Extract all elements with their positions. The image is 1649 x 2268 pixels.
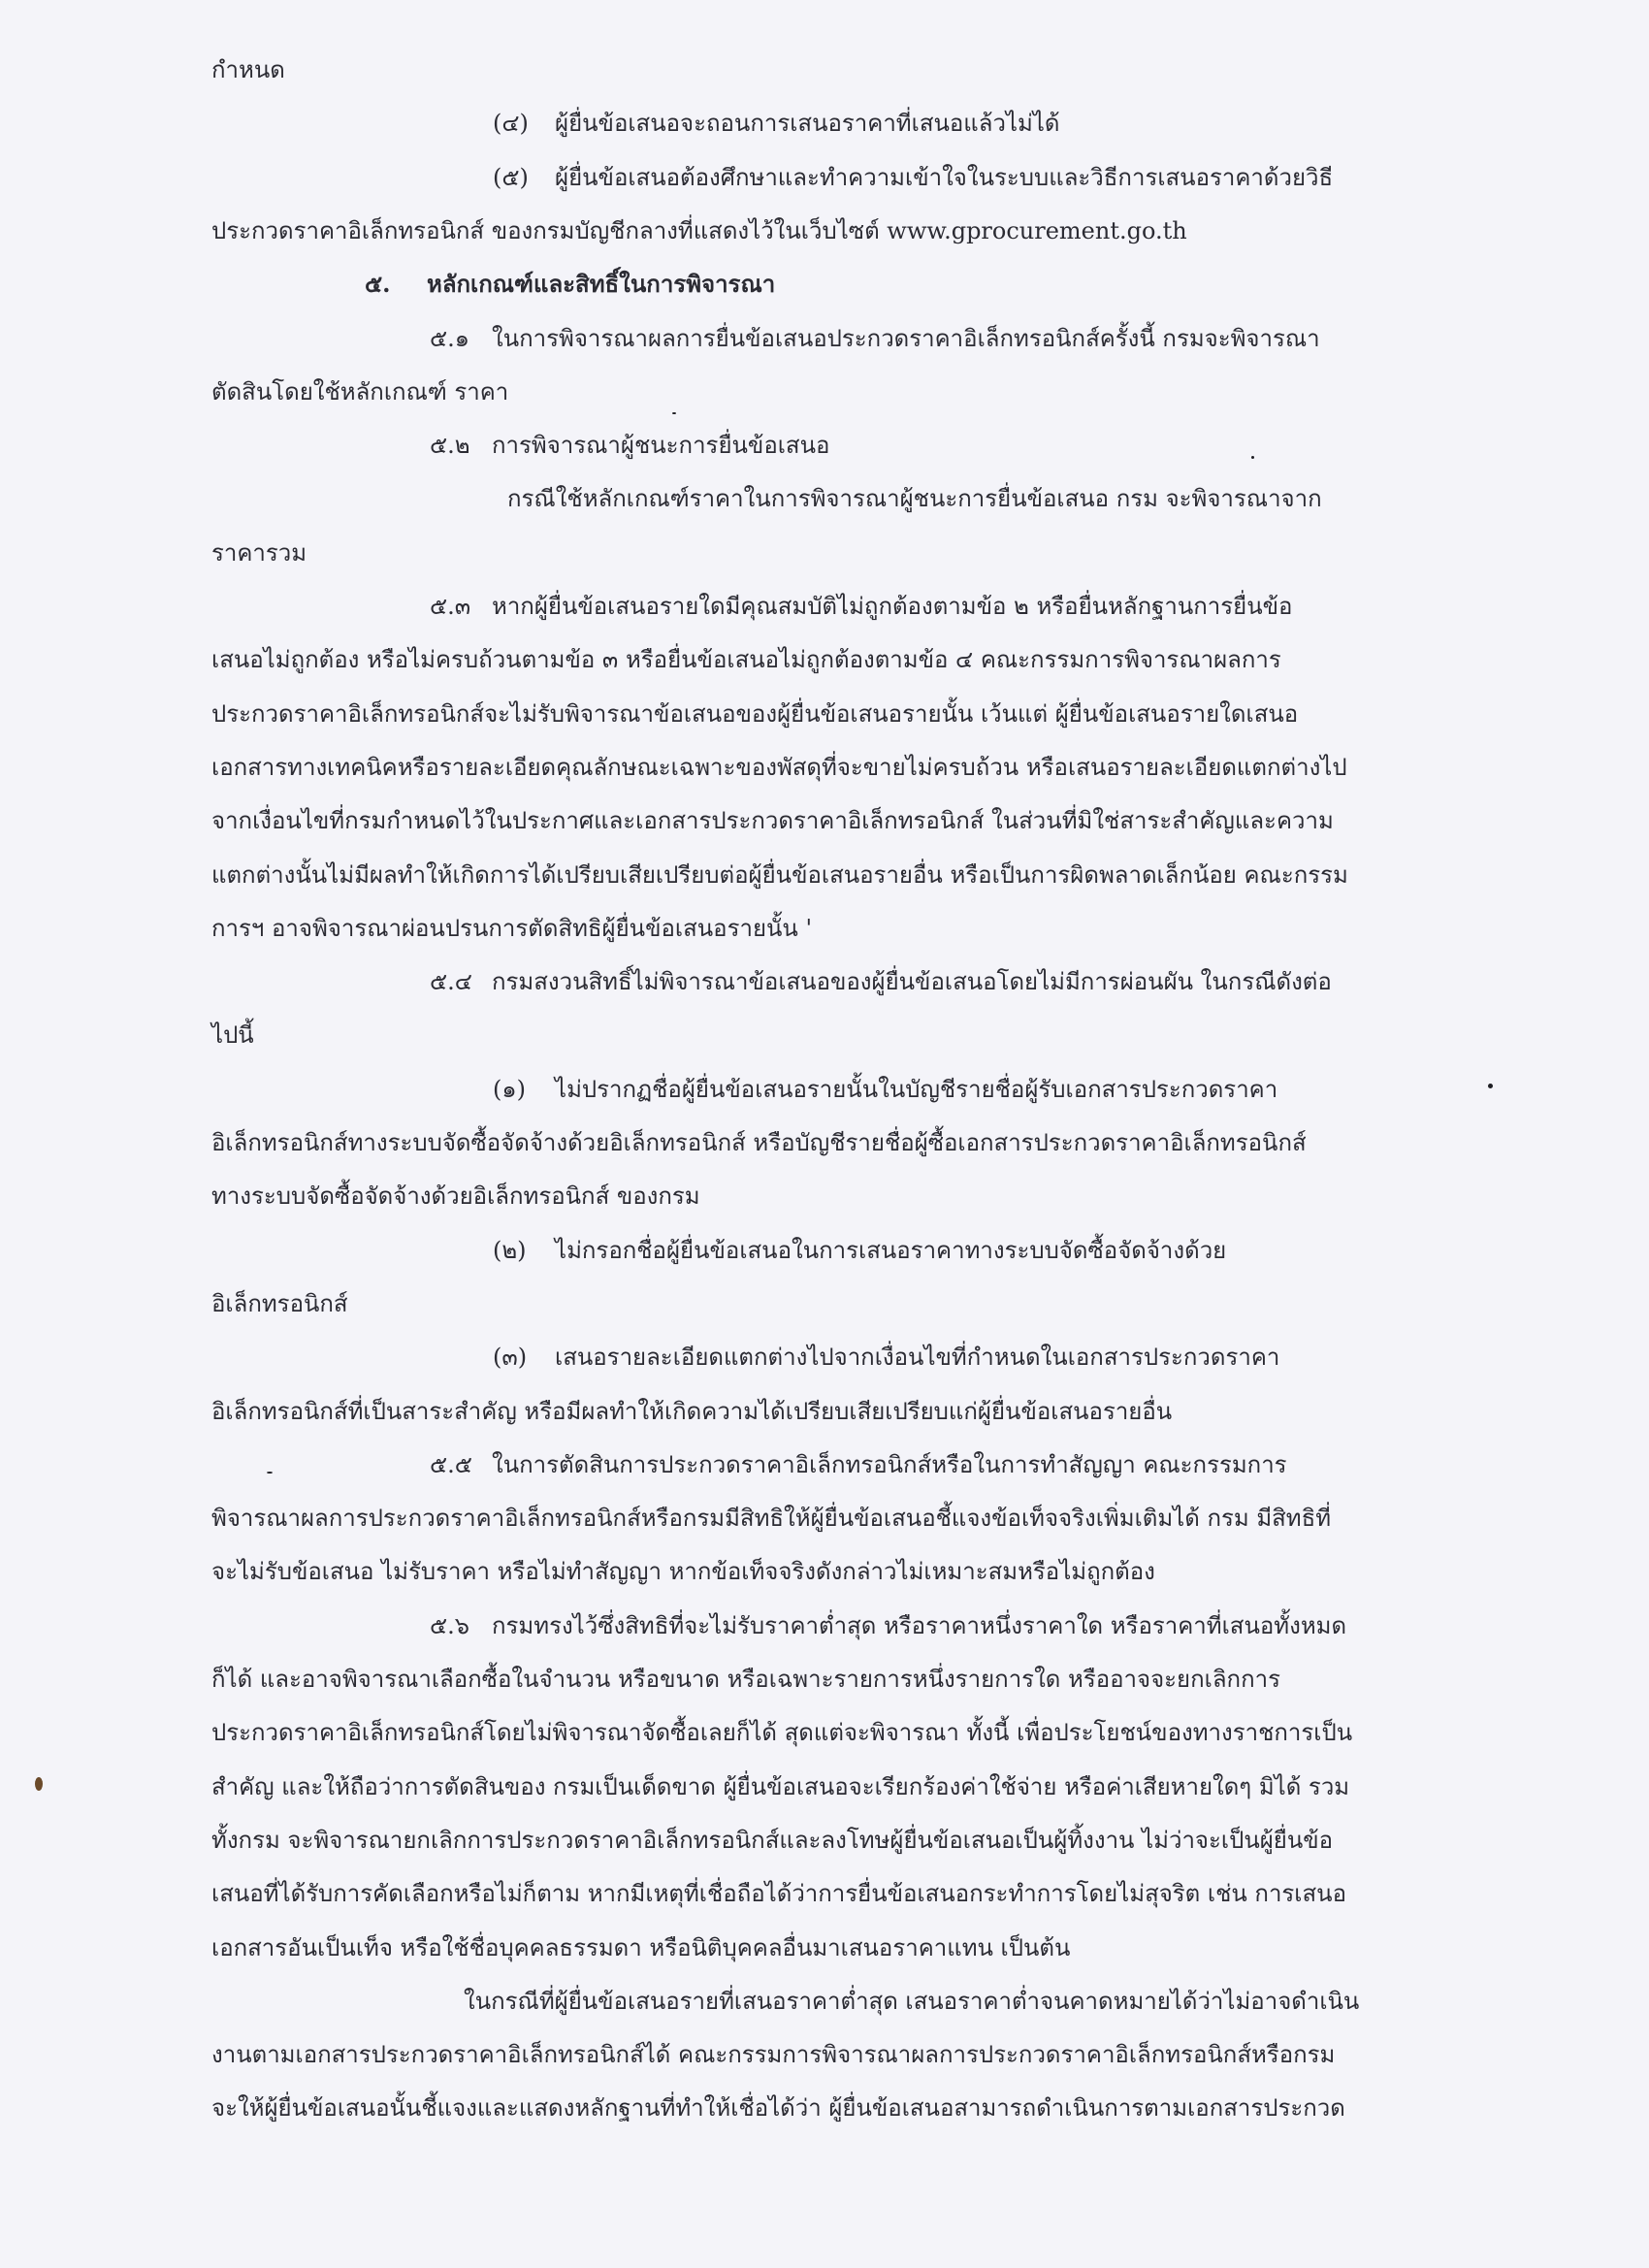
line-text: ในกรณีที่ผู้ยื่นข้อเสนอรายที่เสนอราคาต่ำสุด เสนอราคาต่ำจนคาดหมายได้ว่าไม่อาจดำเนิน xyxy=(464,1987,1360,2015)
line-text: ไม่ปรากฏชื่อผู้ยื่นข้อเสนอรายนั้นในบัญชีรายชื่อผู้รับเอกสารประกวดราคา xyxy=(555,1075,1278,1103)
text-line xyxy=(211,1180,1387,1213)
line-text: อิเล็กทรอนิกส์ที่เป็นสาระสำคัญ หรือมีผลทำให้เกิดความได้เปรียบเสียเปรียบแก่ผู้ยื่นข้อเสนอรายอื่น xyxy=(211,1397,1173,1425)
line-text: อิเล็กทรอนิกส์ทางระบบจัดซื้อจัดจ้างด้วยอิเล็กทรอนิกส์ หรือบัญชีรายชื่อผู้ซื้อเอกสารประกวดราคาอิเล็กทรอนิกส์ xyxy=(211,1129,1307,1156)
text-line xyxy=(211,1824,1387,1857)
line-text: เอกสารอันเป็นเท็จ หรือใช้ชื่อบุคคลธรรมดา หรือนิติบุคคลอื่นมาเสนอราคาแทน เป็นต้น xyxy=(211,1933,1071,1961)
text-line xyxy=(211,804,1387,837)
text-line xyxy=(211,107,1649,140)
line-text: ผู้ยื่นข้อเสนอจะถอนการเสนอราคาที่เสนอแล้วไม่ได้ xyxy=(555,110,1060,138)
text-line xyxy=(211,965,1605,998)
text-line xyxy=(211,1234,1649,1267)
line-text: สำคัญ และให้ถือว่าการตัดสินของ กรมเป็นเด็ดขาด ผู้ยื่นข้อเสนอจะเรียกร้องค่าใช้จ่าย หรือค่าเสียหายใดๆ มิได้ รวม xyxy=(211,1772,1350,1800)
line-text: เสนอไม่ถูกต้อง หรือไม่ครบถ้วนตามข้อ ๓ หรือยื่นข้อเสนอไม่ถูกต้องตามข้อ ๔ คณะกรรมการพิจารณาผลการ xyxy=(211,646,1281,674)
line-text: ไปนี้ xyxy=(211,1021,254,1050)
line-text: จะให้ผู้ยื่นข้อเสนอนั้นชี้แจงและแสดงหลักฐานที่ทำให้เชื่อได้ว่า ผู้ยื่นข้อเสนอสามารถดำเนินการตามเอกสารประกวด xyxy=(211,2094,1345,2122)
text-line xyxy=(211,1663,1387,1696)
text-line xyxy=(211,536,1387,569)
line-text: จากเงื่อนไขที่กรมกำหนดไว้ในประกาศและเอกสารประกวดราคาอิเล็กทรอนิกส์ ในส่วนที่มิใช่สาระสำคัญและความ xyxy=(211,807,1334,835)
text-line xyxy=(211,1073,1649,1106)
section-heading xyxy=(211,268,1540,301)
item-number: (๑) xyxy=(493,1075,526,1103)
item-number: (๔) xyxy=(493,110,529,138)
scan-speck xyxy=(267,1472,273,1474)
text-line xyxy=(211,1287,1387,1320)
line-text: จะไม่รับข้อเสนอ ไม่รับราคา หรือไม่ทำสัญญา หากข้อเท็จจริงดังกล่าวไม่เหมาะสมหรือไม่ถูกต้อง xyxy=(211,1558,1155,1586)
line-text: ในการตัดสินการประกวดราคาอิเล็กทรอนิกส์หรือในการทำสัญญา คณะกรรมการ xyxy=(492,1450,1287,1478)
line-text: ราคารวม xyxy=(211,538,307,567)
item-number: (๓) xyxy=(493,1344,528,1372)
text-line xyxy=(211,1931,1387,1964)
item-number: ๕.๖ xyxy=(430,1611,470,1639)
text-line xyxy=(211,1770,1387,1803)
text-line xyxy=(211,161,1649,194)
line-text: ตัดสินโดยใช้หลักเกณฑ์ ราคา xyxy=(211,377,509,405)
line-text: เสนอรายละเอียดแตกต่างไปจากเงื่อนไขที่กำหนดในเอกสารประกวดราคา xyxy=(555,1344,1280,1372)
item-number: (๒) xyxy=(493,1236,527,1264)
line-text: หากผู้ยื่นข้อเสนอรายใดมีคุณสมบัติไม่ถูกต้องตามข้อ ๒ หรือยื่นหลักฐานการยื่นข้อ xyxy=(492,593,1293,620)
text-line xyxy=(211,1609,1605,1642)
line-text: ประกวดราคาอิเล็กทรอนิกส์จะไม่รับพิจารณาข้อเสนอของผู้ยื่นข้อเสนอรายนั้น เว้นแต่ ผู้ยื่นข้อเสนอรายใดเสนอ xyxy=(211,699,1299,728)
text-line xyxy=(211,859,1387,891)
line-text: เอกสารทางเทคนิคหรือรายละเอียดคุณลักษณะเฉพาะของพัสดุที่จะขายไม่ครบถ้วน หรือเสนอรายละเอียดแตกต่างไป xyxy=(211,753,1347,781)
text-line xyxy=(211,375,1387,408)
text-line xyxy=(211,53,1387,86)
text-line xyxy=(211,1395,1387,1428)
item-number: ๕.๕ xyxy=(430,1450,472,1478)
item-number: ๕.๑ xyxy=(430,324,470,352)
line-text: ประกวดราคาอิเล็กทรอนิกส์โดยไม่พิจารณาจัดซื้อเลยก็ได้ สุดแต่จะพิจารณา ทั้งนี้ เพื่อประโยชน์ของทางราชการเป็น xyxy=(211,1719,1353,1747)
text-line xyxy=(211,912,1387,945)
text-line xyxy=(211,2038,1387,2071)
text-line xyxy=(211,322,1605,355)
item-number: ๕.๒ xyxy=(430,432,470,460)
line-text: กำหนด xyxy=(211,56,285,83)
line-text: การพิจารณาผู้ชนะการยื่นข้อเสนอ xyxy=(492,432,830,460)
text-line xyxy=(211,643,1387,676)
line-text: ประกวดราคาอิเล็กทรอนิกส์ ของกรมบัญชีกลางที่แสดงไว้ในเว็บไซต์ www.gprocurement.go.th xyxy=(211,216,1187,244)
line-text: ผู้ยื่นข้อเสนอต้องศึกษาและทำความเข้าใจในระบบและวิธีการเสนอราคาด้วยวิธี xyxy=(555,163,1334,191)
line-text: ไม่กรอกชื่อผู้ยื่นข้อเสนอในการเสนอราคาทางระบบจัดซื้อจัดจ้างด้วย xyxy=(555,1236,1227,1264)
scan-speck xyxy=(1488,1084,1493,1088)
text-line xyxy=(211,1019,1387,1052)
line-text: กรมสงวนสิทธิ์ไม่พิจารณาข้อเสนอของผู้ยื่นข้อเสนอโดยไม่มีการผ่อนผัน ในกรณีดังต่อ xyxy=(492,968,1332,996)
line-text: การฯ อาจพิจารณาผ่อนปรนการตัดสิทธิผู้ยื่นข้อเสนอรายนั้น ' xyxy=(211,914,813,942)
line-text: หลักเกณฑ์และสิทธิ์ในการพิจารณา xyxy=(427,270,776,299)
text-line xyxy=(211,1716,1387,1749)
line-text: ทั้งกรม จะพิจารณายกเลิกการประกวดราคาอิเล็กทรอนิกส์และลงโทษผู้ยื่นข้อเสนอเป็นผู้ทิ้งงาน ไม่ว่าจะเป็นผู้ยื่นข้อ xyxy=(211,1826,1334,1854)
item-number: ๕. xyxy=(365,270,391,299)
line-text: ก็ได้ และอาจพิจารณาเลือกซื้อในจำนวน หรือขนาด หรือเฉพาะรายการหนึ่งรายการใด หรืออาจจะยกเลิกการ xyxy=(211,1666,1280,1693)
line-text: กรณีใช้หลักเกณฑ์ราคาในการพิจารณาผู้ชนะการยื่นข้อเสนอ กรม จะพิจารณาจาก xyxy=(507,485,1322,513)
line-text: ในการพิจารณาผลการยื่นข้อเสนอประกวดราคาอิเล็กทรอนิกส์ครั้งนี้ กรมจะพิจารณา xyxy=(492,324,1320,352)
text-line xyxy=(211,590,1605,623)
text-line xyxy=(211,1502,1387,1535)
text-line xyxy=(211,1341,1649,1374)
text-line xyxy=(211,214,1387,247)
scan-speck xyxy=(672,412,676,414)
scan-speck xyxy=(1251,456,1254,459)
text-line xyxy=(211,1985,1639,2018)
item-number: (๕) xyxy=(493,163,529,191)
text-line xyxy=(211,1448,1605,1481)
scan-speck xyxy=(35,1777,43,1791)
text-line xyxy=(211,482,1649,515)
line-text: เสนอที่ได้รับการคัดเลือกหรือไม่ก็ตาม หากมีเหตุที่เชื่อถือได้ว่าการยื่นข้อเสนอกระทำการโดยไม่สุจริต เช่น การเสนอ xyxy=(211,1880,1346,1908)
line-text: ทางระบบจัดซื้อจัดจ้างด้วยอิเล็กทรอนิกส์ ของกรม xyxy=(211,1183,700,1211)
item-number: ๕.๓ xyxy=(430,593,471,620)
line-text: พิจารณาผลการประกวดราคาอิเล็กทรอนิกส์หรือกรมมีสิทธิให้ผู้ยื่นข้อเสนอชี้แจงข้อเท็จจริงเพิ่มเติมได้ กรม มีสิทธิที่ xyxy=(211,1505,1332,1533)
text-line xyxy=(211,429,1605,462)
line-text: กรมทรงไว้ซึ่งสิทธิที่จะไม่รับราคาต่ำสุด หรือราคาหนึ่งราคาใด หรือราคาที่เสนอทั้งหมด xyxy=(492,1611,1347,1639)
line-text: อิเล็กทรอนิกส์ xyxy=(211,1289,348,1317)
text-line xyxy=(211,697,1387,730)
text-line xyxy=(211,1126,1387,1159)
text-line xyxy=(211,1555,1387,1588)
text-line xyxy=(211,1877,1387,1910)
item-number: ๕.๔ xyxy=(430,968,472,996)
text-line xyxy=(211,2091,1387,2124)
line-text: งานตามเอกสารประกวดราคาอิเล็กทรอนิกส์ได้ คณะกรรมการพิจารณาผลการประกวดราคาอิเล็กทรอนิกส์หรือกรม xyxy=(211,2041,1336,2069)
line-text: แตกต่างนั้นไม่มีผลทำให้เกิดการได้เปรียบเสียเปรียบต่อผู้ยื่นข้อเสนอรายอื่น หรือเป็นการผิดพลาดเล็กน้อย คณะกรรม xyxy=(211,860,1348,889)
text-line xyxy=(211,751,1387,784)
